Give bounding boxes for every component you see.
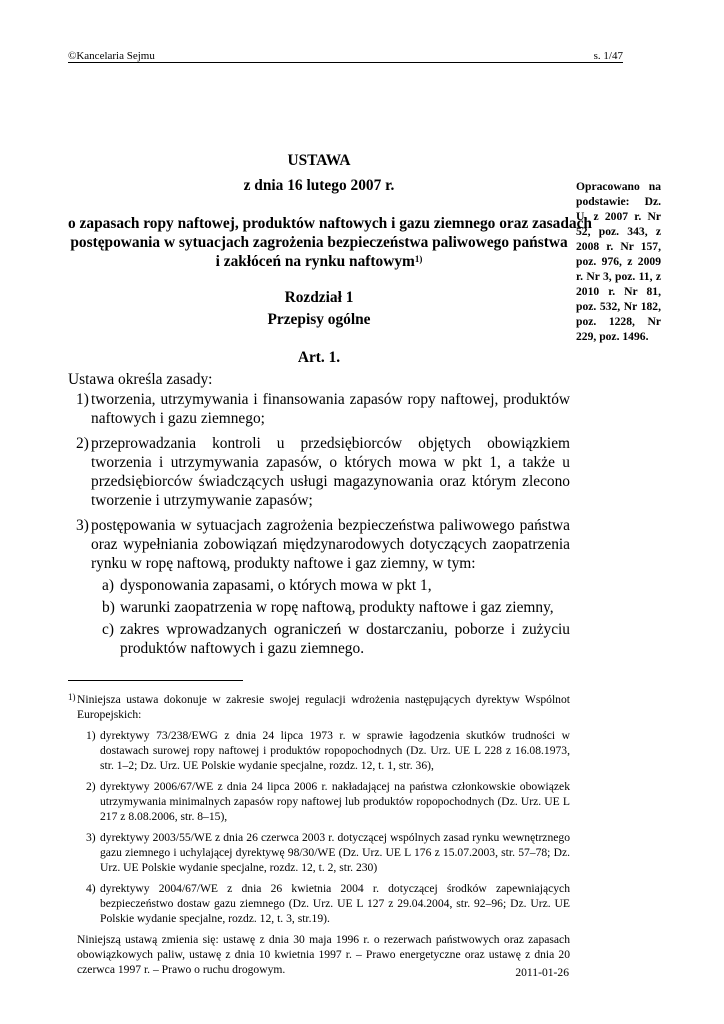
list-item: c) zakres wprowadzanych ograniczeń w dostarczaniu, poborze i zużyciu produktów naftowych i gazu ziemnego. bbox=[102, 621, 570, 657]
list-item: 3) postępowania w sytuacjach zagrożenia bezpieczeństwa paliwowego państwa oraz wypełniania zobowiązań międzynarodowych dotyczących zaopatrzenia rynku w ropę naftową, produkty naftowe i gaz ziemny, w tym: bbox=[76, 517, 570, 572]
chapter-name: Przepisy ogólne bbox=[267, 311, 371, 328]
list-item: 1) tworzenia, utrzymywania i finansowania zapasów ropy naftowej, produktów naftowych i gazu ziemnego; bbox=[76, 391, 570, 427]
header-rule bbox=[68, 62, 623, 63]
footnote-separator bbox=[68, 680, 243, 681]
act-date: z dnia 16 lutego 2007 r. bbox=[243, 177, 395, 194]
article-number: Art. 1. bbox=[297, 349, 341, 366]
footnote-marker: 1) bbox=[68, 692, 76, 702]
chapter-number: Rozdział 1 bbox=[284, 289, 354, 306]
header-source: ©Kancelaria Sejmu bbox=[68, 50, 155, 62]
page-number: s. 1/47 bbox=[593, 50, 623, 62]
footer-date: 2011-01-26 bbox=[515, 966, 569, 979]
list-item: 2) przeprowadzania kontroli u przedsiębiorców objętych obowiązkiem tworzenia i utrzymywania zapasów, o których mowa w pkt 1, a także u przedsiębiorców świadczących usługi magazynowania oraz którym zlecono tworzenie i utrzymywanie zapasów; bbox=[76, 435, 570, 509]
source-note: Opracowano na podstawie: Dz. U. z 2007 r. Nr 52, poz. 343, z 2008 r. Nr 157, poz. 976, z 2009 r. Nr 3, poz. 11, z 2010 r. Nr 81, poz. 532, Nr 182, poz. 1228, Nr 229, poz. 1496. bbox=[576, 180, 661, 343]
footnote-ref[interactable]: 1) bbox=[414, 254, 423, 264]
footnote-closing: Niniejszą ustawą zmienia się: ustawę z dnia 30 maja 1996 r. o rezerwach państwowych oraz zapasach obowiązkowych paliw, ustawę z dnia 10 kwietnia 1997 r. – Prawo energetyczne oraz ustawę z dnia 20 czerwca 1997 r. – Prawo o ruchu drogowym. bbox=[77, 933, 570, 976]
footnote-intro: Niniejsza ustawa dokonuje w zakresie swojej regulacji wdrożenia następujących dyrektyw Wspólnot Europejskich: bbox=[77, 693, 570, 721]
list-item: 2) dyrektywy 2006/67/WE z dnia 24 lipca 2006 r. nakładającej na państwa członkowskie obowiązek utrzymywania minimalnych zapasów ropy naftowej lub produktów ropopochodnych (Dz. Urz. UE L 217 z 8.08.2006, str. 8–15), bbox=[86, 780, 570, 823]
list-item: a) dysponowania zapasami, o których mowa w pkt 1, bbox=[102, 577, 432, 594]
act-subject: o zapasach ropy naftowej, produktów naftowych i gazu ziemnego oraz zasadach postępowania w sytuacjach zagrożenia bezpieczeństwa paliwowego państwa i zakłóceń na rynku naftowym$^{1)}$ bbox=[68, 215, 592, 270]
article-points bbox=[68, 390, 570, 658]
list-item: b) warunki zaopatrzenia w ropę naftową, produkty naftowe i gaz ziemny, bbox=[102, 599, 554, 616]
article-intro: Ustawa określa zasady: bbox=[68, 371, 213, 388]
act-type: USTAWA bbox=[287, 152, 351, 169]
list-item: 1) dyrektywy 73/238/EWG z dnia 24 lipca 1973 r. w sprawie łagodzenia skutków trudności w dostawach surowej ropy naftowej i produktów ropopochodnych (Dz. Urz. UE L 228 z 16.08.1973, str. 1–2; Dz. Urz. UE Polskie wydanie specjalne, rozdz. 12, t. 1, str. 36), bbox=[86, 729, 570, 772]
footnote bbox=[68, 692, 570, 977]
list-item: 3) dyrektywy 2003/55/WE z dnia 26 czerwca 2003 r. dotyczącej wspólnych zasad rynku wewnętrznego gazu ziemnego i uchylającej dyrektywę 98/30/WE (Dz. Urz. UE L 176 z 15.07.2003, str. 57–78; Dz. Urz. UE Polskie wydanie specjalne, rozdz. 12, t. 2, str. 230) bbox=[86, 831, 570, 874]
list-item: 4) dyrektywy 2004/67/WE z dnia 26 kwietnia 2004 r. dotyczącej środków zapewniających bezpieczeństwo dostaw gazu ziemnego (Dz. Urz. UE L 127 z 29.04.2004, str. 92–96; Dz. Urz. UE Polskie wydanie specjalne, rozdz. 12, t. 3, str.19). bbox=[86, 882, 570, 925]
